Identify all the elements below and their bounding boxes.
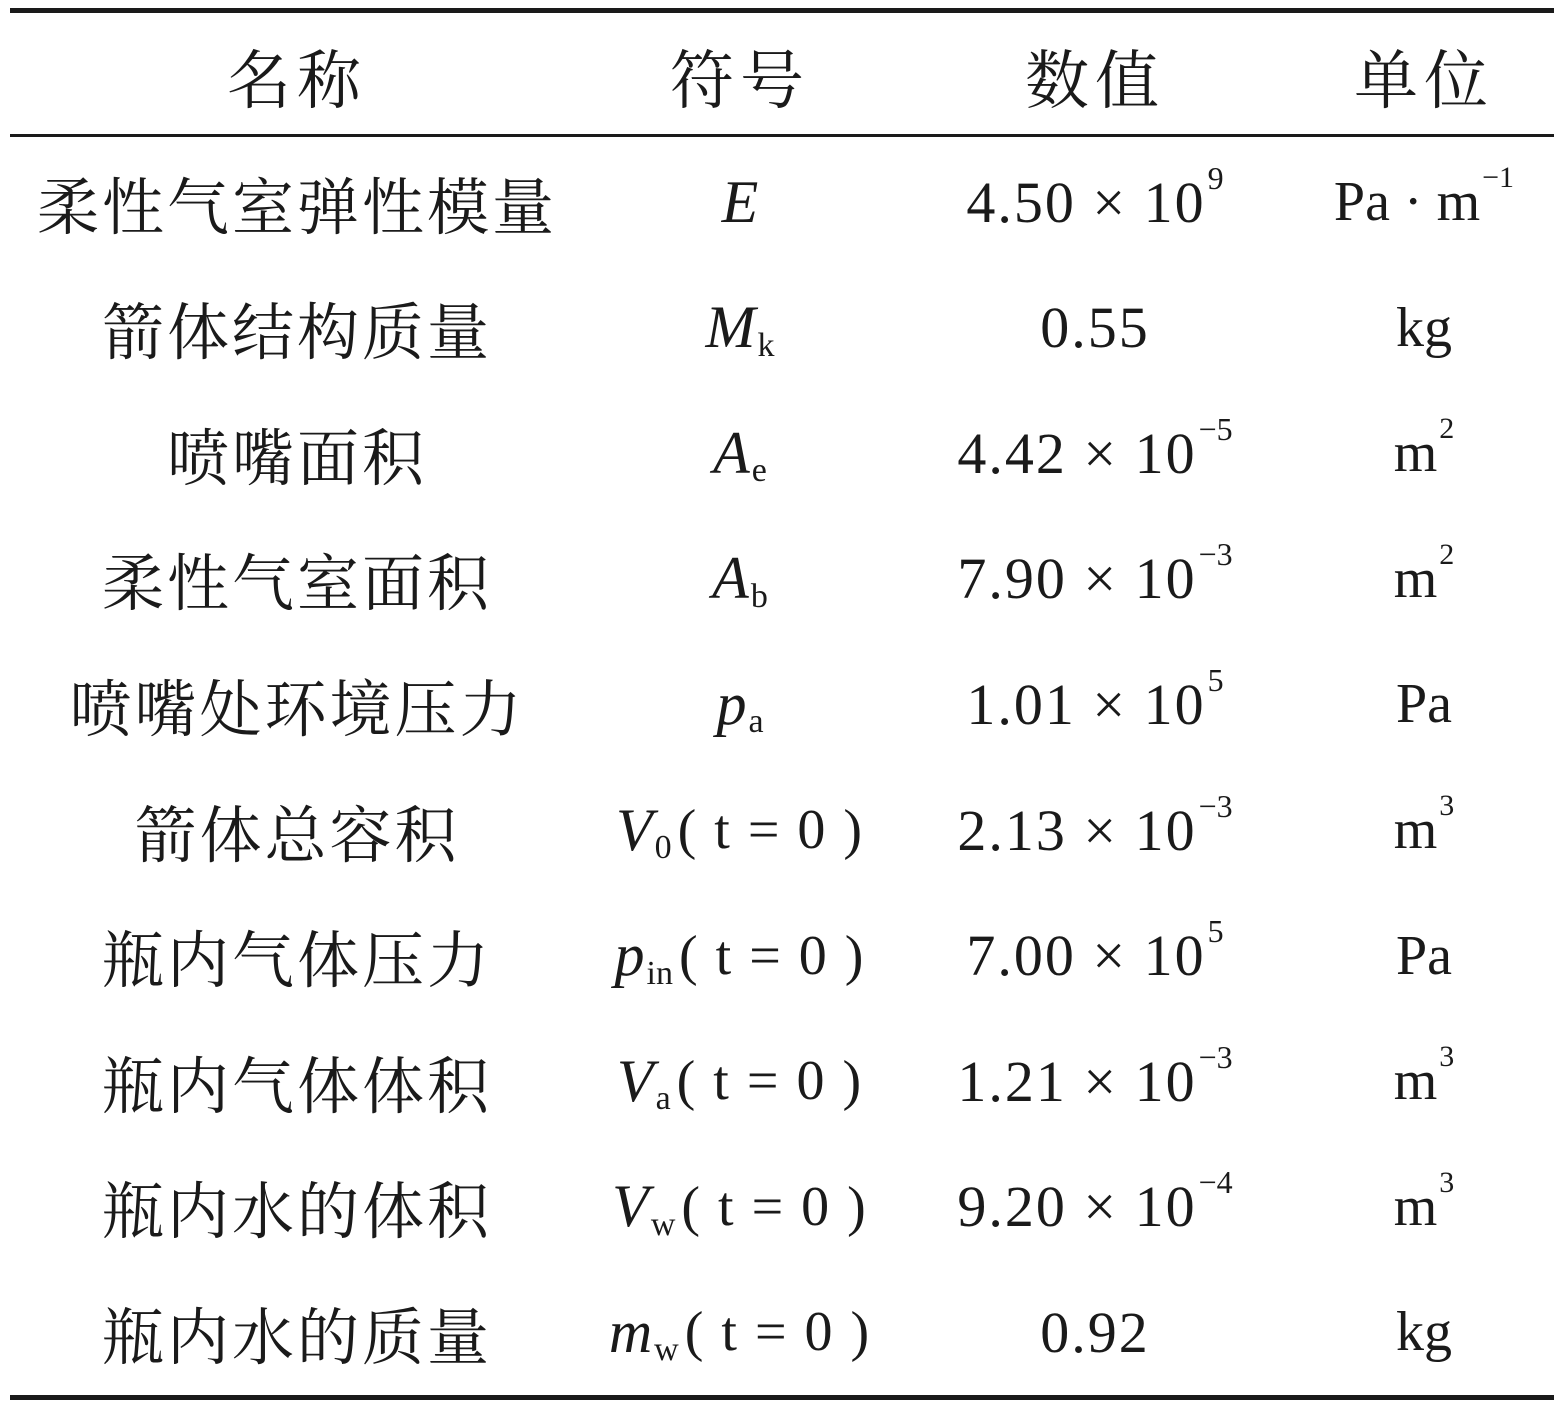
param-symbol <box>584 1269 896 1395</box>
param-symbol <box>584 767 896 893</box>
param-unit <box>1294 390 1554 516</box>
symbol-condition: ( t = 0 ) <box>681 1175 868 1238</box>
symbol-letter: A <box>713 419 750 486</box>
symbol-subscript: k <box>757 326 775 364</box>
param-value <box>896 1144 1294 1270</box>
table-row <box>10 139 1554 265</box>
symbol-letter: m <box>608 1298 653 1365</box>
header-name: 名称 <box>227 45 367 119</box>
unit-exponent: −1 <box>1482 161 1515 194</box>
param-name: 瓶内水的体积 <box>101 1175 492 1249</box>
value-mantissa: 9.20 × 10 <box>957 1174 1197 1240</box>
param-symbol <box>584 390 896 516</box>
value-exponent: −3 <box>1198 536 1233 573</box>
symbol-letter: V <box>616 1047 654 1114</box>
symbol-letter: V <box>612 1173 649 1240</box>
table-row <box>10 1269 1554 1395</box>
param-symbol <box>584 1018 896 1144</box>
table-row <box>10 1144 1554 1270</box>
param-name: 喷嘴面积 <box>166 421 427 495</box>
param-value <box>896 1018 1294 1144</box>
unit-exponent: 2 <box>1439 412 1455 446</box>
unit-base: m <box>1393 547 1438 610</box>
symbol-condition: ( t = 0 ) <box>677 799 865 861</box>
unit-base: Pa · m <box>1333 171 1481 233</box>
symbol-letter: A <box>712 545 749 612</box>
symbol-letter: M <box>705 294 756 361</box>
value-exponent: 5 <box>1207 661 1224 698</box>
param-symbol <box>584 265 896 391</box>
param-unit <box>1294 767 1554 893</box>
symbol-subscript: w <box>650 1205 676 1243</box>
param-value <box>896 893 1294 1019</box>
symbol-letter: V <box>615 796 653 863</box>
symbol-subscript: b <box>750 577 768 615</box>
unit-base: m <box>1393 422 1438 485</box>
param-value <box>896 767 1294 893</box>
param-name: 箭体结构质量 <box>101 296 492 370</box>
param-value <box>896 641 1294 767</box>
table-row <box>10 390 1554 516</box>
symbol-letter: p <box>614 922 645 989</box>
param-value <box>896 390 1294 516</box>
unit-exponent: 3 <box>1439 1040 1455 1074</box>
param-value <box>896 516 1294 642</box>
value-exponent: −3 <box>1198 787 1233 824</box>
value-mantissa: 7.00 × 10 <box>966 923 1206 989</box>
param-unit <box>1294 893 1554 1019</box>
value-mantissa: 2.13 × 10 <box>957 797 1197 863</box>
value-exponent: 5 <box>1207 913 1224 950</box>
symbol-letter: E <box>721 168 759 235</box>
param-unit <box>1294 265 1554 391</box>
param-symbol <box>584 641 896 767</box>
param-name: 瓶内气体体积 <box>101 1049 492 1123</box>
symbol-subscript: a <box>748 703 764 741</box>
value-mantissa: 0.55 <box>1040 295 1150 361</box>
param-unit <box>1294 1269 1554 1395</box>
table-bottom-rule <box>10 1395 1554 1400</box>
table-row <box>10 1018 1554 1144</box>
param-symbol <box>584 893 896 1019</box>
param-name: 瓶内气体压力 <box>101 924 492 998</box>
unit-base: m <box>1393 1175 1438 1238</box>
value-mantissa: 7.90 × 10 <box>957 546 1197 612</box>
symbol-subscript: w <box>654 1331 679 1369</box>
unit-exponent: 3 <box>1439 789 1455 822</box>
symbol-subscript: a <box>655 1080 671 1118</box>
param-symbol <box>584 139 896 265</box>
table-row <box>10 641 1554 767</box>
table-row <box>10 265 1554 391</box>
param-name: 柔性气室弹性模量 <box>36 170 557 244</box>
value-mantissa: 4.50 × 10 <box>966 169 1206 235</box>
param-name: 喷嘴处环境压力 <box>69 672 525 746</box>
symbol-subscript: in <box>646 954 673 992</box>
value-mantissa: 0.92 <box>1040 1299 1150 1365</box>
param-name: 瓶内水的质量 <box>101 1300 492 1374</box>
param-value <box>896 1269 1294 1395</box>
param-name: 柔性气室面积 <box>101 547 492 621</box>
unit-base: kg <box>1396 1301 1452 1364</box>
unit-base: Pa <box>1396 673 1452 736</box>
unit-base: Pa <box>1396 924 1452 987</box>
table-row <box>10 767 1554 893</box>
value-mantissa: 1.21 × 10 <box>957 1048 1197 1114</box>
param-symbol <box>584 1144 896 1270</box>
symbol-letter: p <box>716 670 747 737</box>
param-unit <box>1294 641 1554 767</box>
table-row <box>10 893 1554 1019</box>
unit-base: m <box>1393 1050 1438 1113</box>
value-mantissa: 1.01 × 10 <box>966 671 1206 737</box>
unit-base: kg <box>1396 296 1452 359</box>
header-symbol: 符号 <box>670 45 810 119</box>
param-name: 箭体总容积 <box>134 798 460 872</box>
unit-exponent: 2 <box>1439 537 1455 571</box>
parameter-table <box>10 8 1554 1400</box>
symbol-subscript: 0 <box>654 829 672 866</box>
unit-base: m <box>1393 799 1438 861</box>
value-exponent: −3 <box>1198 1038 1233 1075</box>
header-value: 数值 <box>1025 45 1165 119</box>
symbol-condition: ( t = 0 ) <box>676 1050 864 1113</box>
table-header-row <box>10 13 1554 139</box>
value-exponent: −4 <box>1198 1164 1233 1201</box>
symbol-subscript: e <box>751 452 767 490</box>
param-unit <box>1294 516 1554 642</box>
value-mantissa: 4.42 × 10 <box>957 420 1197 486</box>
param-value <box>896 139 1294 265</box>
param-unit <box>1294 1018 1554 1144</box>
symbol-condition: ( t = 0 ) <box>679 924 866 987</box>
symbol-condition: ( t = 0 ) <box>684 1301 872 1364</box>
unit-exponent: 3 <box>1439 1165 1455 1199</box>
header-unit: 单位 <box>1354 45 1494 119</box>
value-exponent: 9 <box>1207 159 1224 196</box>
param-value <box>896 265 1294 391</box>
value-exponent: −5 <box>1198 410 1233 447</box>
param-unit <box>1294 1144 1554 1270</box>
param-symbol <box>584 516 896 642</box>
param-unit <box>1294 139 1554 265</box>
table-row <box>10 516 1554 642</box>
